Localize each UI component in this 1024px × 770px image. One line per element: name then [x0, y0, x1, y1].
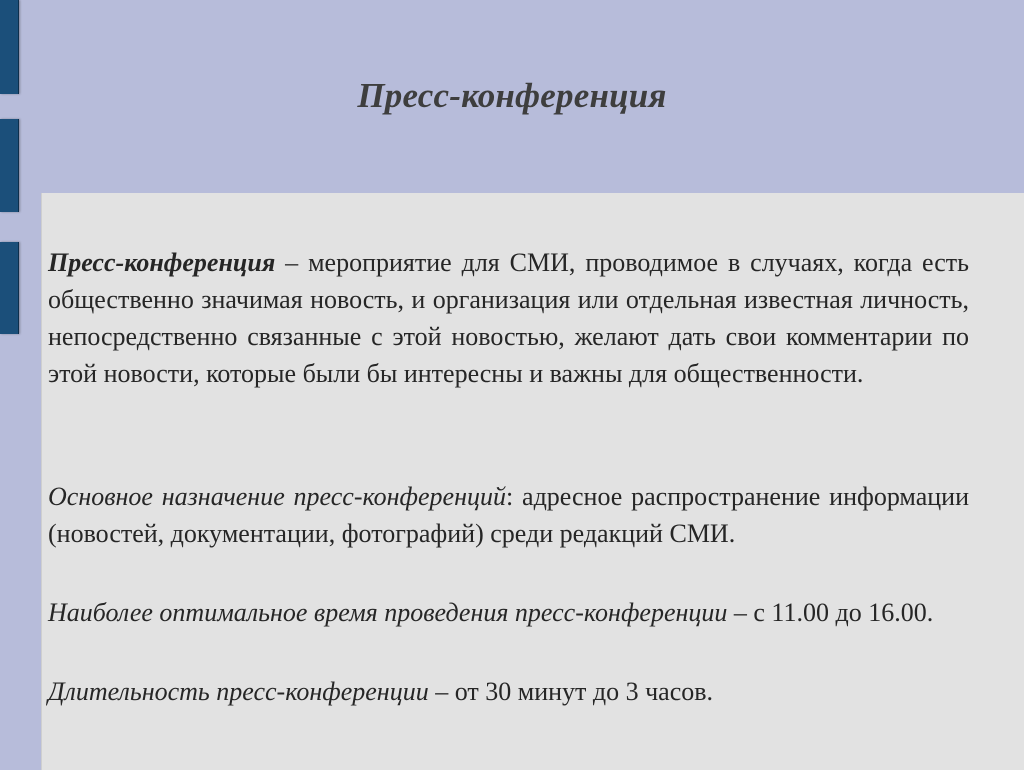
side-decor-bar-middle [0, 119, 19, 212]
definition-text: – мероприятие для СМИ, проводимое в случаях, когда есть общественно значимая новость, и организация или отдельная известная личность, непосредственно связанные с этой новостью, желают дать свои комментарии по этой новости, которые были бы интересны и важны для общественности. [48, 248, 969, 388]
slide-title: Пресс-конференция [357, 76, 667, 115]
optimal-time-text: – с 11.00 до 16.00. [727, 598, 934, 627]
paragraph-purpose [48, 478, 969, 552]
optimal-time-term: Наиболее оптимальное время проведения пресс-конференции [48, 598, 728, 627]
paragraph-definition [48, 244, 969, 392]
paragraph-duration [48, 673, 969, 710]
purpose-text: : адресное распространение информации (новостей, документации, фотографий) среди редакций СМИ. [48, 482, 969, 548]
definition-term: Пресс-конференция [48, 248, 276, 277]
duration-text: – от 30 минут до 3 часов. [428, 677, 714, 706]
side-decor-bar-bottom [0, 242, 19, 334]
duration-term: Длительность пресс-конференции [48, 677, 429, 706]
paragraph-optimal-time [48, 594, 969, 631]
purpose-term: Основное назначение пресс-конференций [48, 482, 506, 511]
